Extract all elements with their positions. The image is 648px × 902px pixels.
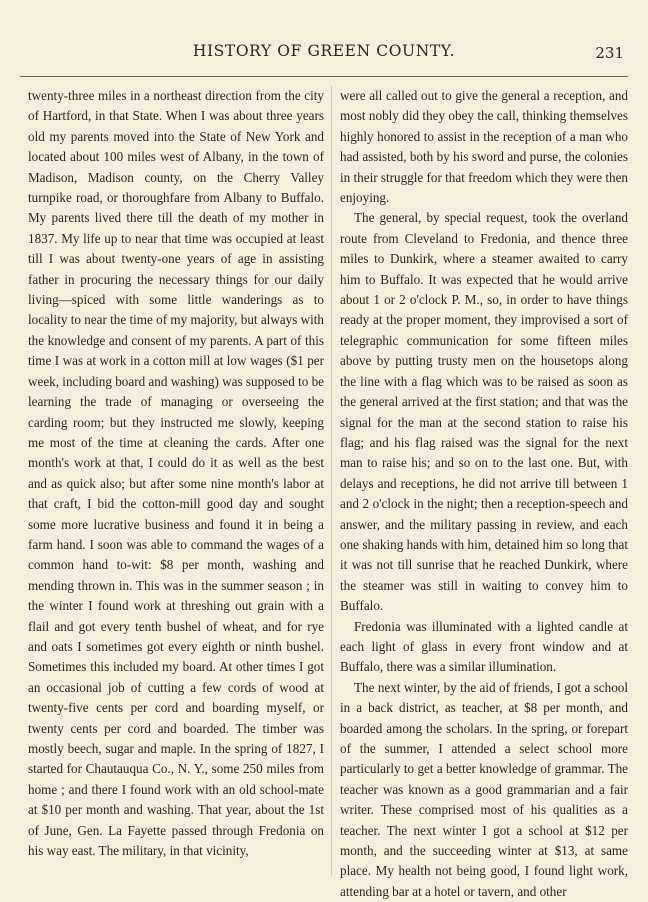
left-column xyxy=(28,86,324,861)
running-title: HISTORY OF GREEN COUNTY. xyxy=(192,42,456,60)
page-number: 231 xyxy=(595,44,624,62)
page-header xyxy=(0,42,648,66)
paragraph: were all called out to give the general a reception, and most nobly did they obey the call, thinking themselves highly honored to assist in the reception of a man who had assisted, both by his sword and purse, the colonies in their struggle for that freedom which they were then enjoying. xyxy=(340,88,628,206)
paragraph: The general, by special request, took the overland route from Cleveland to Fredonia, and thence three miles to Dunkirk, where a steamer awaited to carry him to Buffalo. It was expected that he would arrive about 1 or 2 o'clock P. M., so, in order to have things ready at the proper moment, they improvised a sort of telegraphic communication for some fifteen miles above by putting trusty men on the housetops along the line with a flag which was to be raised as soon as the general arrived at the first station; and that was the signal for the man at the second station to raise his flag; and his flag raised was the signal for the next man to raise his; and so on to the last one. But, with delays and receptions, he did not arrive till between 1 and 2 o'clock in the night; then a reception-speech and answer, and the military passing in review, and each one shaking hands with him, detained him so long that it was not till sunrise that he reached Dunkirk, where the steamer was still in waiting to convey him to Buffalo. xyxy=(340,210,628,614)
paragraph: The next winter, by the aid of friends, I got a school in a back district, as teacher, at $8 per month, and boarded among the scholars. In the spring, or forepart of the summer, I attended a select school more particularly to get a better knowledge of grammar. The teacher was known as a good grammarian and a fair writer. These comprised most of his qualities as a teacher. The next winter I got a school at $12 per month, and the succeeding winter at $13, at same place. My health not being good, I found light work, attending bar at a hotel or tavern, and other xyxy=(340,679,628,899)
paragraph: twenty-three miles in a northeast direction from the city of Hartford, in that State. When I was about three years old my parents moved into the State of New York and located about 100 miles west of Albany, in the town of Madison, Madison county, on the Cherry Valley turnpike road, or thoroughfare from Albany to Buffalo. My parents lived there till the death of my mother in 1837. My life up to near that time was occupied at least till I was about twenty-one years of age in assisting father in procuring the necessary things for our daily living—spiced with some little wanderings as to locality to near the time of my majority, but always with the knowledge and consent of my parents. A part of this time I was at work in a cotton mill at low wages ($1 per week, including board and washing) was supposed to be learning the trade of managing or overseeing the carding room; but they instructed me slowly, keeping me most of the time at cleaning the cards. After one month's work at that, I could do it as well as the best and as quick also; but after some nine month's labor at that craft, I bid the cotton-mill good day and sought some more lucrative business and found it in being a farm hand. I soon was able to command the wages of a common hand to-wit: $8 per month, washing and mending thrown in. This was in the summer season ; in the winter I found work at threshing out grain with a flail and got every tenth bushel of wheat, and for rye and oats I sometimes got every eighth or ninth bushel. Sometimes this included my board. At other times I got an occasional job of cutting a few cords of wood at twenty-five cents per cord and boarding myself, or twenty cents per cord and boarded. The timber was mostly beech, sugar and maple. In the spring of 1827, I started for Chautauqua Co., N. Y., some 250 miles from home ; and there I found work with an old school-mate at $10 per month and washing. That year, about the 1st of June, Gen. La Fayette passed through Fredonia on his way east. The military, in that vicinity, xyxy=(28,88,324,859)
column-divider xyxy=(331,86,332,876)
paragraph: Fredonia was illuminated with a lighted candle at each light of glass in every front window and at Buffalo, there was a similar illumination. xyxy=(340,618,628,675)
header-rule xyxy=(20,76,628,77)
right-column xyxy=(340,86,628,902)
